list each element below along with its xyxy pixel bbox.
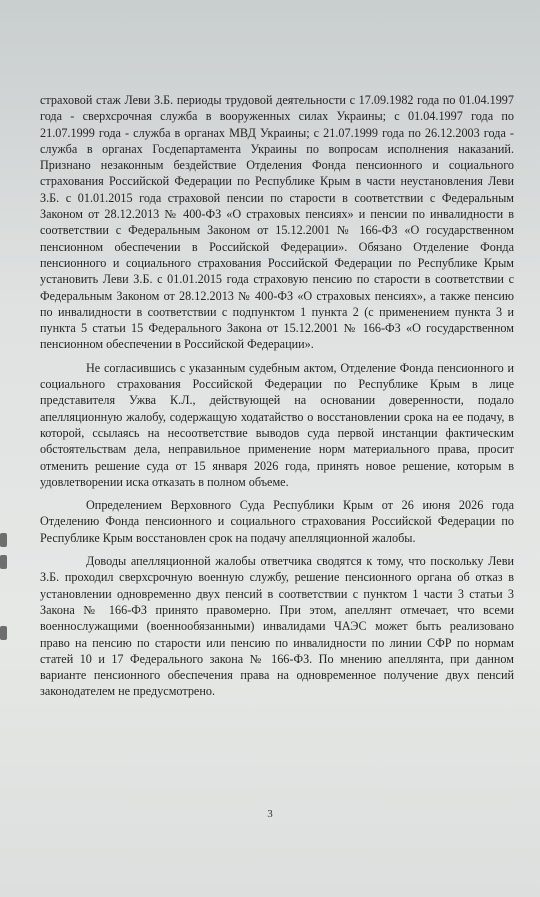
scan-edge-mark	[0, 626, 7, 640]
paragraph-2: Не согласившись с указанным судебным актом, Отделение Фонда пенсионного и социального страхования Российской Федерации по Республике Крым в лице представителя Ужва К.Л., действующей на основании доверенности, подало апелляционную жалобу, содержащую ходатайство о восстановлении срока на ее подачу, в которой, ссылаясь на несоответствие выводов суда первой инстанции фактическим обстоятельствам дела, неправильное применение норм материального права, просит отменить решение суда от 15 января 2026 года, принять новое решение, которым в удовлетворении иска отказать в полном объеме.	[40, 360, 514, 489]
paragraph-4: Доводы апелляционной жалобы ответчика сводятся к тому, что поскольку Леви З.Б. проходил сверхсрочную военную службу, решение пенсионного органа об отказ в установлении одновременно двух пенсий в соответствии с пунктом 1 части 3 статьи 3 Закона № 166-ФЗ принято правомерно. При этом, апеллянт отмечает, что всеми военнослужащими (военнообязанными) инвалидами ЧАЭС может быть реализовано право на пенсию по старости или пенсию по инвалидности по линии СФР по нормам статей 10 и 17 Федерального закона № 166-ФЗ. По мнению апеллянта, при данном варианте пенсионного обеспечения права на одновременное получение двух пенсий законодателем не предусмотрено.	[40, 554, 514, 699]
paragraph-3: Определением Верховного Суда Республики Крым от 26 июня 2026 года Отделению Фонда пенсионного и социального страхования Российской Федерации по Республике Крым восстановлен срок на подачу апелляционной жалобы.	[40, 498, 514, 545]
page-number: 3	[267, 808, 273, 820]
scan-edge-mark	[0, 555, 7, 569]
paragraph-1: страховой стаж Леви З.Б. периоды трудовой деятельности с 17.09.1982 года по 01.04.1997 года - сверхсрочная служба в вооруженных силах Украины; с 01.04.1997 года по 21.07.1999 года - служба в органах МВД Украины; с 21.07.1999 года по 26.12.2003 года - служба в органах Госдепартамента Украины по вопросам исполнения наказаний. Признано незаконным бездействие Отделения Фонда пенсионного и социального страхования Российской Федерации по Республике Крым в части неустановления Леви З.Б. с 01.01.2015 года страховой пенсии по старости в соответствии с Федеральным Законом от 28.12.2013 № 400-ФЗ «О страховых пенсиях» и пенсии по инвалидности в соответствии с Федеральным Законом от 15.12.2001 № 166-ФЗ «О государственном пенсионном обеспечении в Российской Федерации». Обязано Отделение Фонда пенсионного и социального страхования Российской Федерации по Республике Крым установить Леви З.Б. с 01.01.2015 года страховую пенсию по старости в соответствии с Федеральным Законом от 28.12.2013 № 400-ФЗ «О страховых пенсиях», а также пенсию по инвалидности в соответствии с подпунктом 1 пункта 2 (с применением пункта 3 и пункта 5 статьи 15 Федерального Закона от 15.12.2001 № 166-ФЗ «О государственном пенсионном обеспечении в Российской Федерации».	[40, 93, 514, 352]
document-body	[40, 92, 514, 700]
scan-edge-mark	[0, 533, 7, 547]
